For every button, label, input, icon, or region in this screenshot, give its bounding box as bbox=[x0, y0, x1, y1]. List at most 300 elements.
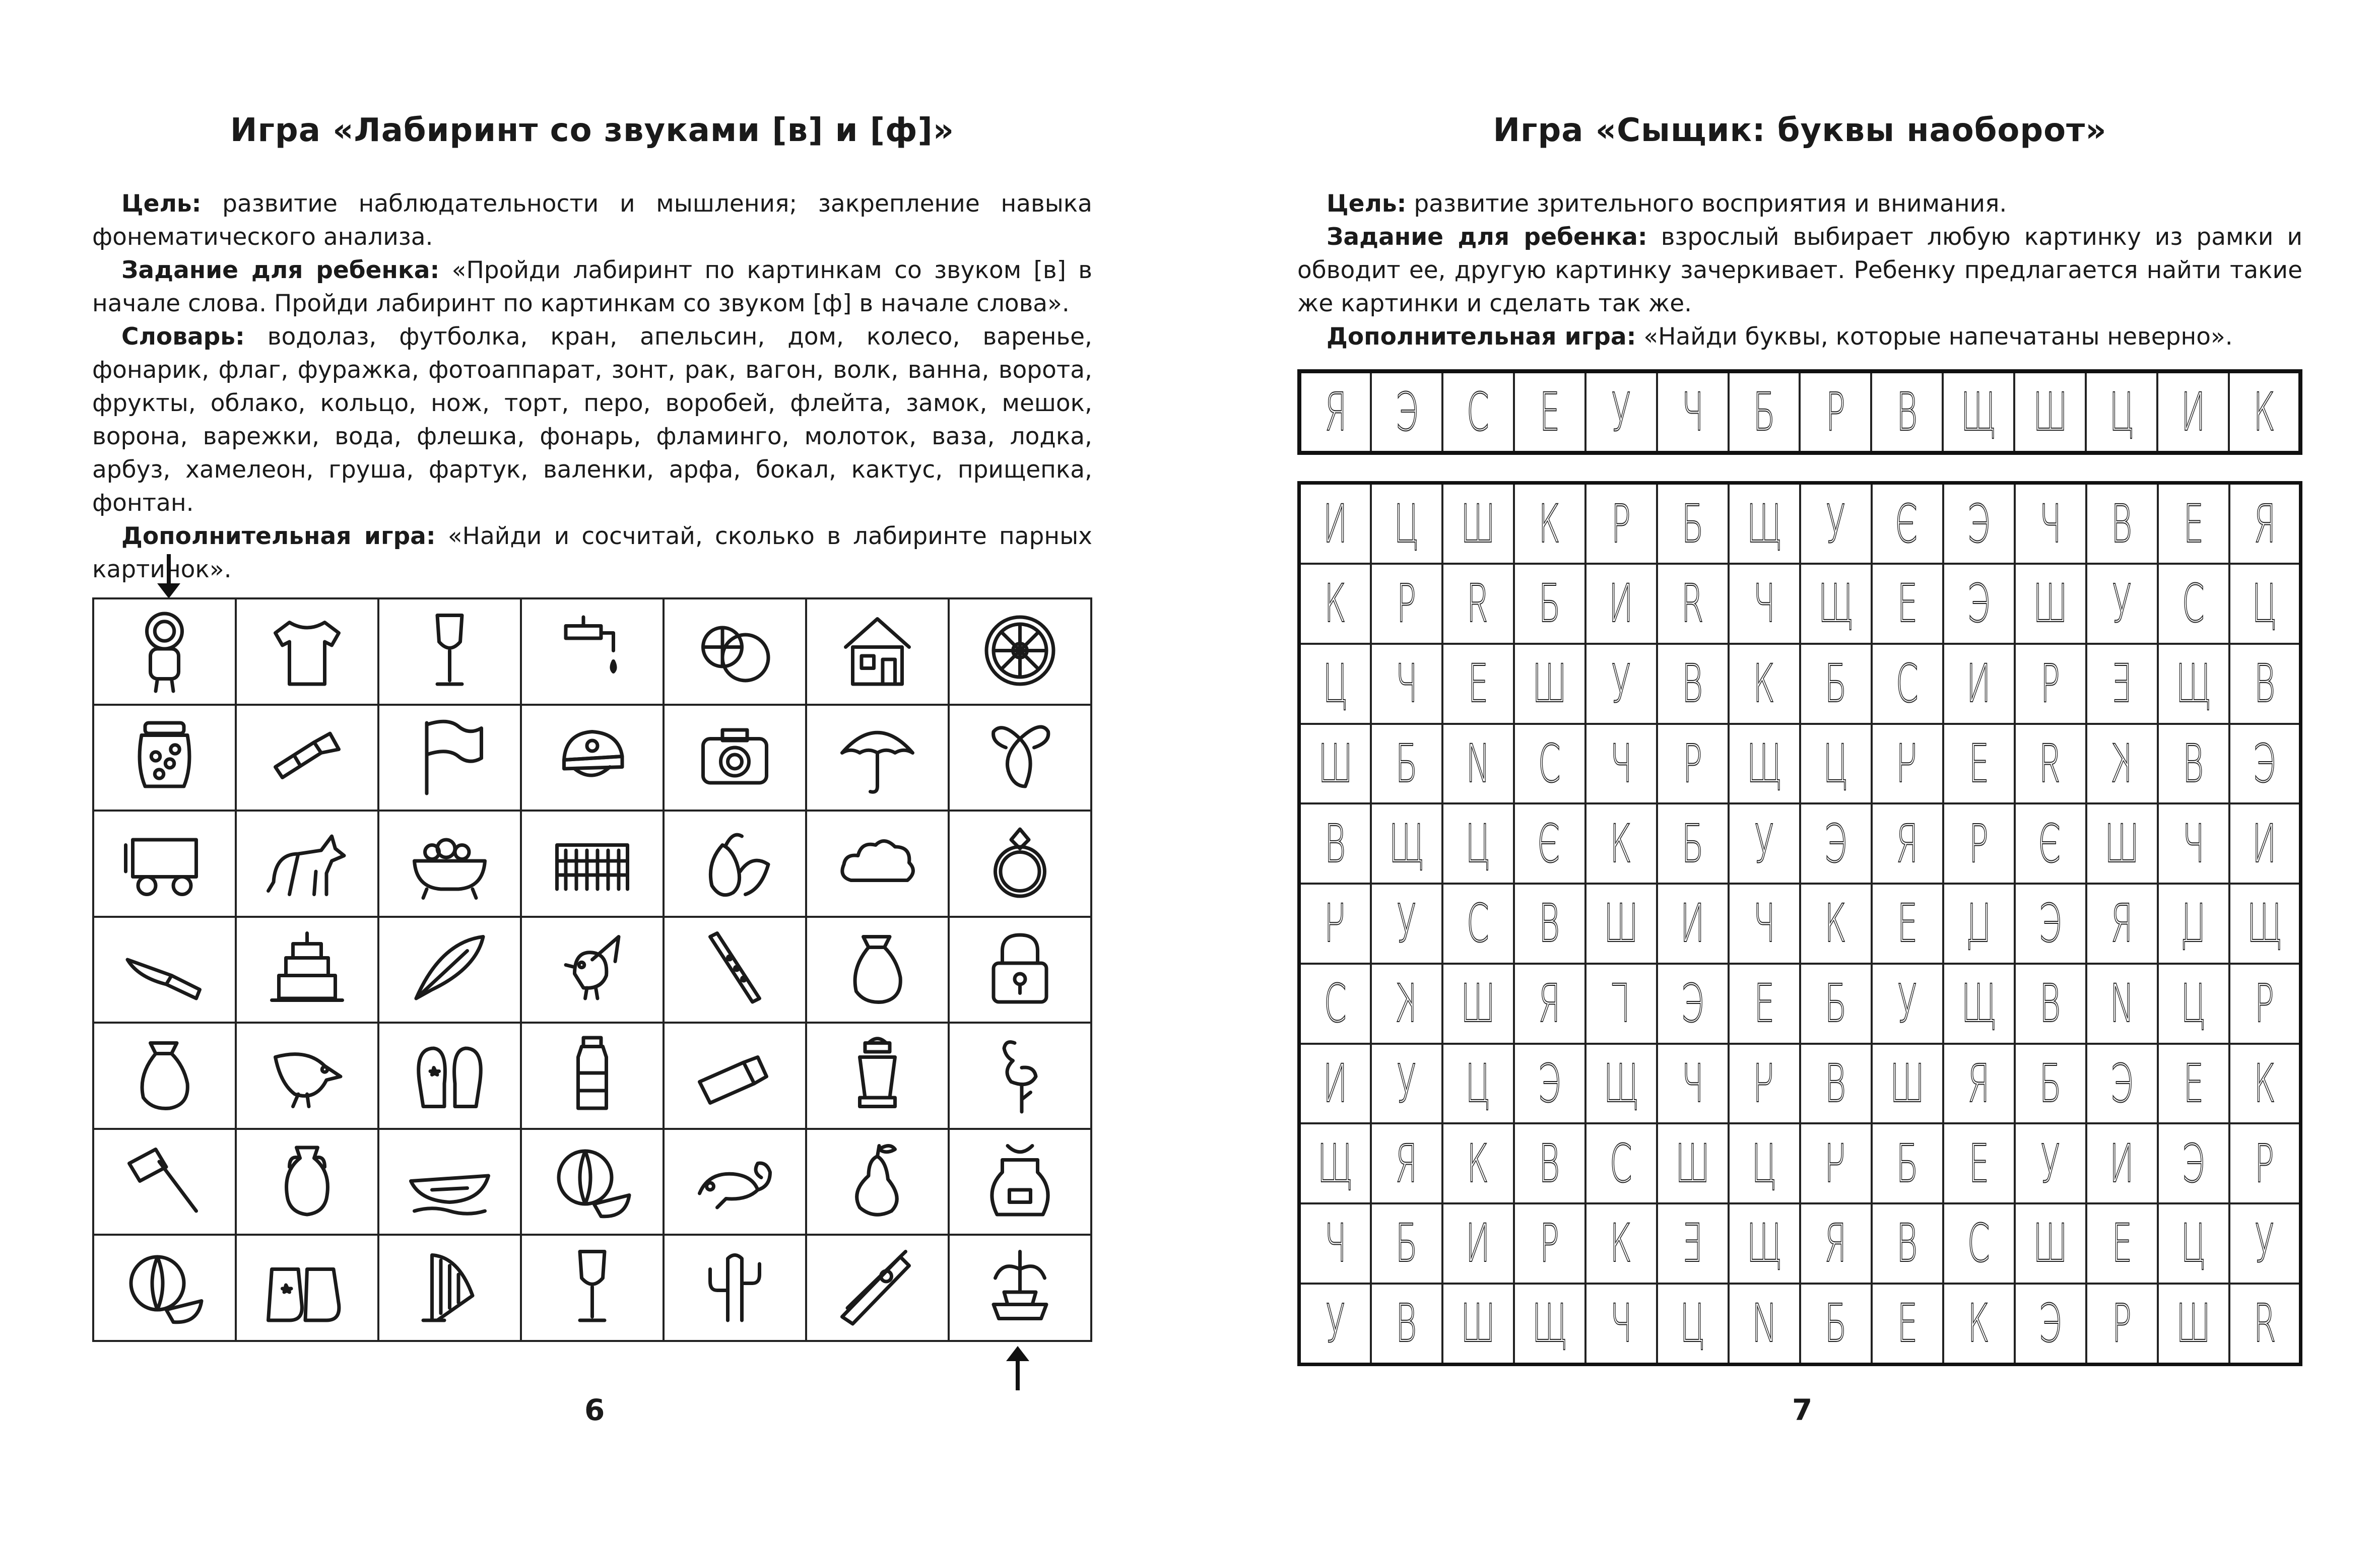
letter-cell[interactable] bbox=[2086, 1044, 2158, 1124]
grid-letter: У bbox=[1611, 653, 1631, 715]
letter-cell[interactable] bbox=[2229, 724, 2301, 804]
letter-row bbox=[1299, 884, 2301, 964]
letter-cell[interactable] bbox=[2086, 884, 2158, 964]
grid-letter: Ч bbox=[2039, 493, 2062, 555]
letter-cell[interactable] bbox=[1729, 964, 1800, 1044]
maze-cell[interactable] bbox=[949, 598, 1091, 705]
vocab-paragraph bbox=[92, 320, 1092, 520]
grid-letter: У bbox=[2040, 1132, 2061, 1194]
letter-cell[interactable] bbox=[1514, 1044, 1585, 1124]
sack-icon bbox=[833, 924, 921, 1013]
letter-cell[interactable] bbox=[1514, 803, 1585, 884]
grid-letter: Ч bbox=[1753, 1052, 1775, 1114]
chameleon-icon bbox=[691, 1137, 779, 1225]
letter-cell[interactable] bbox=[1514, 483, 1585, 564]
maze-cell[interactable] bbox=[521, 811, 664, 917]
goal-text: развитие зрительного восприятия и внимания. bbox=[1406, 190, 2007, 218]
letter-cell[interactable] bbox=[2086, 724, 2158, 804]
maze-cell[interactable] bbox=[806, 1129, 949, 1235]
letter-cell[interactable] bbox=[1872, 1284, 1943, 1365]
letter-cell[interactable] bbox=[1585, 1203, 1657, 1284]
grid-letter: Е bbox=[2111, 1213, 2132, 1274]
letter-cell[interactable] bbox=[2158, 964, 2229, 1044]
letter-cell[interactable] bbox=[1872, 803, 1943, 884]
letter-cell[interactable] bbox=[1943, 724, 2015, 804]
maze-cell[interactable] bbox=[236, 1023, 378, 1129]
letter-cell[interactable] bbox=[1657, 724, 1729, 804]
letter-cell[interactable] bbox=[1800, 483, 1872, 564]
letter-row bbox=[1299, 564, 2301, 644]
key-letter-cell[interactable] bbox=[1871, 371, 1943, 453]
key-letter-cell[interactable] bbox=[1657, 371, 1729, 453]
maze-cell[interactable] bbox=[664, 1023, 806, 1129]
key-letter: Щ bbox=[1960, 381, 1997, 443]
grid-letter: Ш bbox=[2104, 813, 2139, 875]
maze-cell[interactable] bbox=[664, 811, 806, 917]
grid-letter: Ш bbox=[1317, 732, 1353, 794]
maze-cell[interactable] bbox=[949, 811, 1091, 917]
letter-cell[interactable] bbox=[1943, 803, 2015, 884]
letter-cell[interactable] bbox=[1514, 564, 1585, 644]
maze-cell[interactable] bbox=[806, 598, 949, 705]
letter-cell[interactable] bbox=[1442, 483, 1514, 564]
maze-cell[interactable] bbox=[236, 917, 378, 1023]
letter-cell[interactable] bbox=[1729, 884, 1800, 964]
letter-cell[interactable] bbox=[2229, 1284, 2301, 1365]
grid-letter: Я bbox=[1824, 1213, 1847, 1274]
letter-cell[interactable] bbox=[1299, 564, 1371, 644]
maze-row bbox=[93, 1023, 1091, 1129]
maze-cell[interactable] bbox=[806, 1023, 949, 1129]
mittens-icon bbox=[406, 1031, 494, 1119]
letter-cell[interactable] bbox=[2086, 1123, 2158, 1203]
letter-cell[interactable] bbox=[1299, 724, 1371, 804]
letter-cell[interactable] bbox=[2015, 884, 2086, 964]
maze-cell[interactable] bbox=[806, 1235, 949, 1341]
grid-letter: Р bbox=[2112, 1293, 2132, 1355]
letter-cell[interactable] bbox=[1371, 1203, 1442, 1284]
letter-row bbox=[1299, 483, 2301, 564]
letter-cell[interactable] bbox=[1657, 964, 1729, 1044]
maze-cell[interactable] bbox=[521, 1129, 664, 1235]
grid-letter: С bbox=[2181, 573, 2205, 635]
cloud-icon bbox=[833, 819, 921, 907]
letter-cell[interactable] bbox=[1943, 564, 2015, 644]
letter-cell[interactable] bbox=[1514, 1123, 1585, 1203]
letter-cell[interactable] bbox=[2229, 803, 2301, 884]
maze-cell[interactable] bbox=[93, 811, 236, 917]
maze-cell[interactable] bbox=[236, 705, 378, 811]
maze-cell[interactable] bbox=[521, 917, 664, 1023]
key-letter-cell[interactable] bbox=[1371, 371, 1442, 453]
letter-cell[interactable] bbox=[1800, 803, 1872, 884]
grid-letter: С bbox=[1609, 1132, 1633, 1194]
maze-cell[interactable] bbox=[378, 811, 521, 917]
letter-cell[interactable] bbox=[2229, 644, 2301, 724]
letter-cell[interactable] bbox=[2158, 483, 2229, 564]
letter-cell[interactable] bbox=[1943, 1123, 2015, 1203]
grid-letter: Я bbox=[2110, 893, 2133, 955]
watermelon-icon bbox=[120, 1243, 209, 1331]
maze-cell[interactable] bbox=[93, 1235, 236, 1341]
letter-cell[interactable] bbox=[1872, 884, 1943, 964]
letter-cell[interactable] bbox=[1729, 803, 1800, 884]
grid-letter: Ц bbox=[1823, 732, 1848, 794]
letter-cell[interactable] bbox=[1943, 1044, 2015, 1124]
maze-cell[interactable] bbox=[93, 917, 236, 1023]
letter-cell[interactable] bbox=[2086, 483, 2158, 564]
letter-cell[interactable] bbox=[1729, 564, 1800, 644]
key-row bbox=[1299, 371, 2300, 453]
grid-letter: N bbox=[2109, 973, 2134, 1035]
letter-cell[interactable] bbox=[1371, 724, 1442, 804]
letter-cell[interactable] bbox=[1442, 1203, 1514, 1284]
letter-cell[interactable] bbox=[1371, 803, 1442, 884]
letter-cell[interactable] bbox=[2015, 564, 2086, 644]
letter-cell[interactable] bbox=[1943, 964, 2015, 1044]
grid-letter: Я bbox=[1896, 813, 1919, 875]
letter-cell[interactable] bbox=[1299, 483, 1371, 564]
letter-row bbox=[1299, 724, 2301, 804]
grid-letter: Е bbox=[1897, 573, 1918, 635]
key-letters-frame bbox=[1297, 369, 2302, 455]
letter-cell[interactable] bbox=[2158, 724, 2229, 804]
letter-cell[interactable] bbox=[2158, 1123, 2229, 1203]
maze-cell[interactable] bbox=[521, 1023, 664, 1129]
key-letter-cell[interactable] bbox=[2229, 371, 2300, 453]
letter-cell[interactable] bbox=[1585, 964, 1657, 1044]
letter-cell[interactable] bbox=[1943, 1284, 2015, 1365]
letter-cell[interactable] bbox=[1585, 1284, 1657, 1365]
grid-letter: Я bbox=[1395, 1132, 1418, 1194]
grid-letter: Ч bbox=[1681, 1052, 1704, 1114]
maze-cell[interactable] bbox=[949, 1235, 1091, 1341]
letter-cell[interactable] bbox=[1299, 644, 1371, 724]
letter-cell[interactable] bbox=[2015, 1123, 2086, 1203]
letter-cell[interactable] bbox=[1442, 884, 1514, 964]
letter-cell[interactable] bbox=[1371, 644, 1442, 724]
letter-cell[interactable] bbox=[1299, 884, 1371, 964]
letter-cell[interactable] bbox=[1442, 964, 1514, 1044]
grid-letter: Ш bbox=[2176, 1293, 2211, 1355]
grid-letter: Б bbox=[1824, 973, 1847, 1035]
letter-cell[interactable] bbox=[2229, 564, 2301, 644]
boat-icon bbox=[406, 1137, 494, 1225]
grid-letter: Ш bbox=[2033, 573, 2068, 635]
letter-cell[interactable] bbox=[1299, 803, 1371, 884]
letter-cell[interactable] bbox=[1657, 1123, 1729, 1203]
maze-cell[interactable] bbox=[236, 598, 378, 705]
letter-cell[interactable] bbox=[1585, 1044, 1657, 1124]
letter-cell[interactable] bbox=[1943, 483, 2015, 564]
letter-cell[interactable] bbox=[2086, 964, 2158, 1044]
grid-letter: Я bbox=[2253, 493, 2276, 555]
letter-cell[interactable] bbox=[1872, 964, 1943, 1044]
maze-cell[interactable] bbox=[236, 811, 378, 917]
letter-cell[interactable] bbox=[1585, 564, 1657, 644]
letter-cell[interactable] bbox=[1657, 803, 1729, 884]
letter-cell[interactable] bbox=[1800, 564, 1872, 644]
maze-cell[interactable] bbox=[949, 1023, 1091, 1129]
letter-cell[interactable] bbox=[1729, 1044, 1800, 1124]
letter-cell[interactable] bbox=[2015, 803, 2086, 884]
maze-cell[interactable] bbox=[378, 1235, 521, 1341]
maze-cell[interactable] bbox=[664, 705, 806, 811]
grid-letter: У bbox=[2111, 573, 2132, 635]
letter-cell[interactable] bbox=[1371, 1044, 1442, 1124]
maze-cell[interactable] bbox=[949, 917, 1091, 1023]
letter-cell[interactable] bbox=[2086, 644, 2158, 724]
letter-cell[interactable] bbox=[1442, 803, 1514, 884]
key-letter-cell[interactable] bbox=[1514, 371, 1585, 453]
grid-letter: У bbox=[1396, 893, 1417, 955]
letter-cell[interactable] bbox=[2158, 803, 2229, 884]
grid-letter: Э bbox=[1538, 1052, 1561, 1114]
grid-letter: Р bbox=[1611, 493, 1631, 555]
letter-cell[interactable] bbox=[1800, 1284, 1872, 1365]
diver-icon bbox=[120, 607, 209, 695]
letter-cell[interactable] bbox=[1872, 1203, 1943, 1284]
letter-cell[interactable] bbox=[1371, 564, 1442, 644]
letter-cell[interactable] bbox=[2086, 564, 2158, 644]
letter-cell[interactable] bbox=[1729, 644, 1800, 724]
letter-cell[interactable] bbox=[1729, 483, 1800, 564]
letter-cell[interactable] bbox=[1800, 1123, 1872, 1203]
letter-cell[interactable] bbox=[1299, 1044, 1371, 1124]
letter-cell[interactable] bbox=[1514, 884, 1585, 964]
grid-letter: Р bbox=[1540, 1213, 1559, 1274]
letter-cell[interactable] bbox=[1943, 644, 2015, 724]
maze-cell[interactable] bbox=[521, 598, 664, 705]
letter-cell[interactable] bbox=[1800, 644, 1872, 724]
letter-cell[interactable] bbox=[1585, 644, 1657, 724]
letter-cell[interactable] bbox=[1872, 483, 1943, 564]
maze-cell[interactable] bbox=[93, 705, 236, 811]
letter-cell[interactable] bbox=[1800, 964, 1872, 1044]
key-letter-cell[interactable] bbox=[1442, 371, 1514, 453]
letter-cell[interactable] bbox=[1442, 564, 1514, 644]
grid-letter: Ц bbox=[1465, 813, 1491, 875]
maze-cell[interactable] bbox=[664, 598, 806, 705]
letter-cell[interactable] bbox=[1943, 884, 2015, 964]
letter-cell[interactable] bbox=[1371, 964, 1442, 1044]
maze-cell[interactable] bbox=[93, 1023, 236, 1129]
key-letter-cell[interactable] bbox=[1299, 371, 1371, 453]
maze-cell[interactable] bbox=[664, 1129, 806, 1235]
letter-cell[interactable] bbox=[1442, 1044, 1514, 1124]
letter-cell[interactable] bbox=[2158, 884, 2229, 964]
letter-cell[interactable] bbox=[1872, 1123, 1943, 1203]
letter-cell[interactable] bbox=[1729, 1203, 1800, 1284]
key-letter: Е bbox=[1539, 381, 1560, 443]
letter-cell[interactable] bbox=[1299, 964, 1371, 1044]
grid-letter: К bbox=[1538, 493, 1561, 555]
maze-cell[interactable] bbox=[93, 1129, 236, 1235]
letter-cell[interactable] bbox=[2229, 1044, 2301, 1124]
letter-cell[interactable] bbox=[2158, 644, 2229, 724]
letter-cell[interactable] bbox=[1514, 644, 1585, 724]
grid-letter: В bbox=[1896, 1213, 1918, 1274]
key-letter-cell[interactable] bbox=[1729, 371, 1800, 453]
letter-cell[interactable] bbox=[1872, 724, 1943, 804]
letter-cell[interactable] bbox=[2158, 564, 2229, 644]
task-label: Задание для ребенка: bbox=[121, 256, 440, 284]
letter-cell[interactable] bbox=[2158, 1203, 2229, 1284]
letter-cell[interactable] bbox=[1729, 1284, 1800, 1365]
letter-cell[interactable] bbox=[1657, 1284, 1729, 1365]
maze-cell[interactable] bbox=[664, 917, 806, 1023]
maze-cell[interactable] bbox=[806, 811, 949, 917]
letter-cell[interactable] bbox=[1371, 884, 1442, 964]
grid-letter: Р bbox=[2040, 653, 2060, 715]
letter-cell[interactable] bbox=[2158, 1284, 2229, 1365]
grid-letter: N bbox=[1466, 732, 1490, 794]
letter-cell[interactable] bbox=[1442, 724, 1514, 804]
grid-letter: Ч bbox=[2182, 813, 2205, 875]
key-letter-cell[interactable] bbox=[1800, 371, 1871, 453]
key-letter-cell[interactable] bbox=[1943, 371, 2014, 453]
letter-cell[interactable] bbox=[2229, 1123, 2301, 1203]
grid-letter: Ц bbox=[2252, 573, 2277, 635]
letter-cell[interactable] bbox=[1800, 884, 1872, 964]
letter-cell[interactable] bbox=[1585, 803, 1657, 884]
maze-cell[interactable] bbox=[378, 1023, 521, 1129]
maze-cell[interactable] bbox=[806, 917, 949, 1023]
letter-cell[interactable] bbox=[1585, 1123, 1657, 1203]
grid-letter: Е bbox=[2111, 653, 2132, 715]
letter-cell[interactable] bbox=[2015, 1284, 2086, 1365]
letter-cell[interactable] bbox=[1657, 644, 1729, 724]
letter-cell[interactable] bbox=[2015, 1203, 2086, 1284]
maze-row bbox=[93, 705, 1091, 811]
key-letter-cell[interactable] bbox=[2086, 371, 2157, 453]
grid-letter: Ц bbox=[2180, 973, 2206, 1035]
letter-grid bbox=[1297, 481, 2302, 1366]
letter-cell[interactable] bbox=[1514, 724, 1585, 804]
knife-icon bbox=[120, 924, 209, 1013]
letter-cell[interactable] bbox=[1371, 1284, 1442, 1365]
maze-cell[interactable] bbox=[806, 705, 949, 811]
right-page-title: Игра «Сыщик: буквы наоборот» bbox=[1493, 112, 2107, 149]
grid-letter: Щ bbox=[1746, 493, 1782, 555]
letter-cell[interactable] bbox=[1872, 564, 1943, 644]
grid-letter: Ш bbox=[2033, 1213, 2068, 1274]
letter-cell[interactable] bbox=[2229, 483, 2301, 564]
letter-cell[interactable] bbox=[1657, 1203, 1729, 1284]
letter-cell[interactable] bbox=[2015, 964, 2086, 1044]
grid-letter: Я bbox=[1967, 1052, 1990, 1114]
maze-cell[interactable] bbox=[378, 705, 521, 811]
letter-row bbox=[1299, 964, 2301, 1044]
maze-cell[interactable] bbox=[521, 705, 664, 811]
grid-letter: Ч bbox=[1395, 653, 1418, 715]
letter-cell[interactable] bbox=[1800, 1203, 1872, 1284]
letter-cell[interactable] bbox=[2229, 1203, 2301, 1284]
key-letter-cell[interactable] bbox=[2157, 371, 2229, 453]
letter-cell[interactable] bbox=[2086, 1284, 2158, 1365]
grid-letter: Э bbox=[1824, 813, 1847, 875]
letter-cell[interactable] bbox=[1729, 1123, 1800, 1203]
maze-cell[interactable] bbox=[664, 1235, 806, 1341]
grid-letter: Е bbox=[2183, 493, 2204, 555]
letter-cell[interactable] bbox=[1299, 1123, 1371, 1203]
extra-label: Дополнительная игра: bbox=[1327, 323, 1636, 351]
letter-cell[interactable] bbox=[1657, 884, 1729, 964]
letter-cell[interactable] bbox=[1585, 884, 1657, 964]
grid-letter: Е bbox=[1754, 973, 1774, 1035]
grid-letter: Е bbox=[1468, 653, 1488, 715]
letter-cell[interactable] bbox=[2086, 803, 2158, 884]
letter-cell[interactable] bbox=[1657, 1044, 1729, 1124]
usb-flash-icon bbox=[691, 1031, 779, 1119]
tshirt-icon bbox=[263, 607, 351, 695]
letter-cell[interactable] bbox=[1442, 1123, 1514, 1203]
letter-cell[interactable] bbox=[1442, 644, 1514, 724]
grid-letter: Э bbox=[2253, 732, 2276, 794]
maze-cell[interactable] bbox=[93, 598, 236, 705]
letter-cell[interactable] bbox=[2229, 884, 2301, 964]
letter-cell[interactable] bbox=[1585, 483, 1657, 564]
key-letter-cell[interactable] bbox=[1585, 371, 1657, 453]
watermelon-icon bbox=[548, 1137, 636, 1225]
maze-cell[interactable] bbox=[378, 917, 521, 1023]
key-letter: Ч bbox=[1681, 381, 1704, 443]
letter-cell[interactable] bbox=[2015, 1044, 2086, 1124]
grid-letter: В bbox=[1539, 893, 1560, 955]
letter-cell[interactable] bbox=[1800, 724, 1872, 804]
letter-cell[interactable] bbox=[2229, 964, 2301, 1044]
grid-letter: В bbox=[2111, 493, 2133, 555]
letter-cell[interactable] bbox=[2086, 1203, 2158, 1284]
orange-icon bbox=[691, 607, 779, 695]
letter-cell[interactable] bbox=[1872, 1044, 1943, 1124]
flag-icon bbox=[406, 712, 494, 800]
letter-cell[interactable] bbox=[1514, 1284, 1585, 1365]
letter-cell[interactable] bbox=[1657, 483, 1729, 564]
letter-cell[interactable] bbox=[1800, 1044, 1872, 1124]
letter-cell[interactable] bbox=[1442, 1284, 1514, 1365]
letter-cell[interactable] bbox=[1514, 1203, 1585, 1284]
grid-letter: Ш bbox=[1461, 493, 1495, 555]
letter-cell[interactable] bbox=[1299, 1284, 1371, 1365]
maze-cell[interactable] bbox=[378, 598, 521, 705]
maze-cell[interactable] bbox=[949, 1129, 1091, 1235]
letter-cell[interactable] bbox=[1371, 483, 1442, 564]
maze-cell[interactable] bbox=[949, 705, 1091, 811]
letter-cell[interactable] bbox=[1514, 964, 1585, 1044]
maze-cell[interactable] bbox=[378, 1129, 521, 1235]
letter-cell[interactable] bbox=[1943, 1203, 2015, 1284]
key-letter-cell[interactable] bbox=[2014, 371, 2086, 453]
letter-cell[interactable] bbox=[1585, 724, 1657, 804]
letter-cell[interactable] bbox=[1299, 1203, 1371, 1284]
grid-letter: Р bbox=[2255, 1132, 2275, 1194]
maze-cell[interactable] bbox=[236, 1129, 378, 1235]
grid-letter: В bbox=[1325, 813, 1346, 875]
letter-cell[interactable] bbox=[2158, 1044, 2229, 1124]
letter-cell[interactable] bbox=[1729, 724, 1800, 804]
grid-letter: И bbox=[1752, 1293, 1776, 1355]
letter-cell[interactable] bbox=[2015, 644, 2086, 724]
maze-cell[interactable] bbox=[236, 1235, 378, 1341]
letter-cell[interactable] bbox=[2015, 483, 2086, 564]
letter-cell[interactable] bbox=[1872, 644, 1943, 724]
letter-cell[interactable] bbox=[2015, 724, 2086, 804]
letter-cell[interactable] bbox=[1371, 1123, 1442, 1203]
maze-cell[interactable] bbox=[521, 1235, 664, 1341]
letter-cell[interactable] bbox=[1657, 564, 1729, 644]
grid-letter: Э bbox=[2181, 1132, 2205, 1194]
